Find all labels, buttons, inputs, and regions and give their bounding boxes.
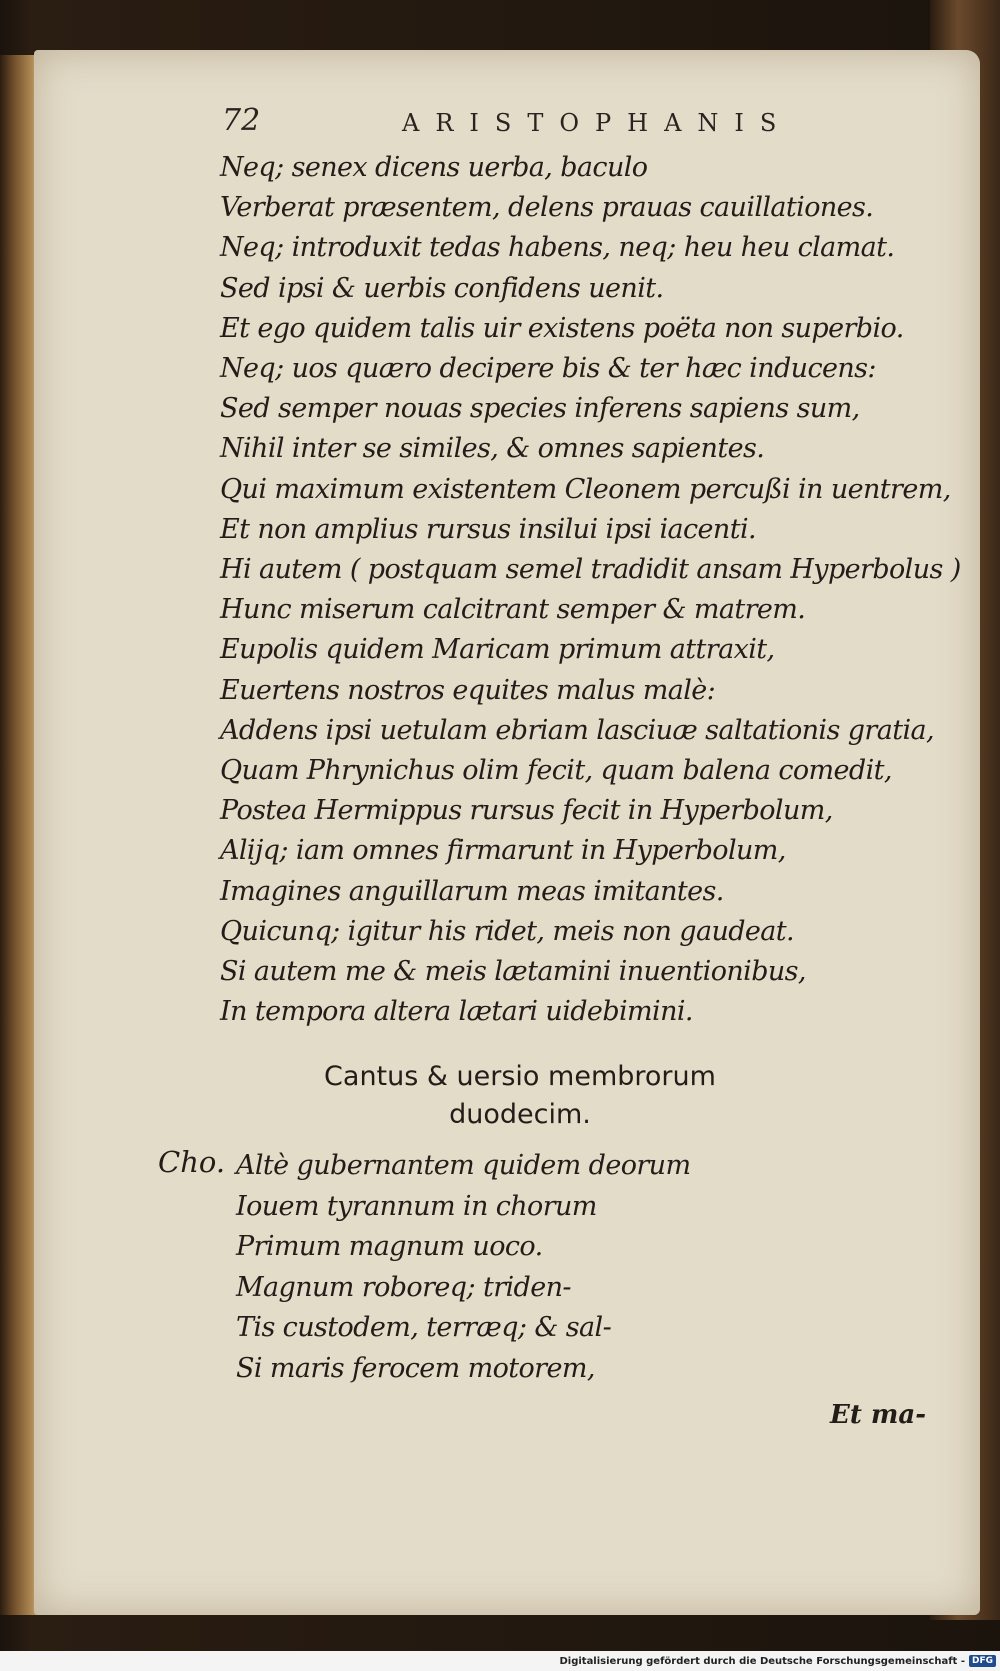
- chorus-line: Tis custodem, terræq; & sal-: [236, 1312, 612, 1343]
- verse-line: Sed semper nouas species inferens sapiens sum,: [220, 393, 860, 425]
- verse-line: Hunc miserum calcitrant semper & matrem.: [220, 594, 806, 626]
- verse-line: Sed ipsi & uerbis confidens uenit.: [220, 272, 664, 304]
- verse-line: Neq; uos quæro decipere bis & ter hæc inducens:: [220, 353, 876, 385]
- verse-line: Eupolis quidem Maricam primum attraxit,: [220, 634, 775, 666]
- catchword: Et ma-: [830, 1400, 927, 1430]
- verse-line: Addens ipsi uetulam ebriam lasciuæ saltationis gratia,: [220, 714, 934, 746]
- chorus-line: Si maris ferocem motorem,: [236, 1352, 595, 1384]
- section-heading-line1: Cantus & uersio membrorum: [324, 1061, 716, 1092]
- funding-credit: Digitalisierung gefördert durch die Deutsche Forschungsgemeinschaft -: [559, 1655, 965, 1667]
- verse-block: [220, 148, 961, 1032]
- digitization-footer: [0, 1651, 1000, 1671]
- verse-line: Neq; senex dicens uerba, baculo: [220, 152, 648, 183]
- chorus-line: Primum magnum uoco.: [236, 1231, 543, 1262]
- verse-line: Si autem me & meis lætamini inuentionibus,: [220, 956, 806, 988]
- verse-line: Quam Phrynichus olim fecit, quam balena comedit,: [220, 755, 892, 787]
- verse-line: Et non amplius rursus insilui ipsi iacenti.: [220, 513, 756, 545]
- running-title: ARISTOPHANIS: [402, 109, 793, 137]
- section-heading: [240, 1058, 800, 1134]
- dfg-logo: DFG: [969, 1655, 996, 1667]
- verse-line: Verberat præsentem, delens prauas cauillationes.: [220, 192, 874, 224]
- verse-line: In tempora altera lætari uidebimini.: [220, 996, 693, 1028]
- chorus-block: [236, 1146, 690, 1389]
- verse-line: Quicunq; igitur his ridet, meis non gaudeat.: [220, 915, 795, 947]
- speaker-label: Cho.: [158, 1145, 226, 1179]
- section-heading-line2: duodecim.: [449, 1099, 591, 1130]
- verse-line: Et ego quidem talis uir existens poëta non superbio.: [220, 312, 904, 344]
- running-header: [222, 103, 793, 143]
- verse-line: Neq; introduxit tedas habens, neq; heu heu clamat.: [220, 232, 895, 264]
- verse-line: Euertens nostros equites malus malè:: [220, 674, 716, 706]
- chorus-line: Iouem tyrannum in chorum: [236, 1190, 597, 1222]
- verse-line: Imagines anguillarum meas imitantes.: [220, 875, 724, 907]
- verse-line: Hi autem ( postquam semel tradidit ansam Hyperbolus ): [220, 554, 961, 586]
- chorus-line: Magnum roboreq; triden-: [236, 1271, 571, 1303]
- chorus-line: Altè gubernantem quidem deorum: [236, 1150, 691, 1181]
- verse-line: Qui maximum existentem Cleonem percußi in uentrem,: [220, 473, 951, 505]
- verse-line: Postea Hermippus rursus fecit in Hyperbolum,: [220, 795, 833, 827]
- page-number: 72: [222, 103, 261, 138]
- verse-line: Nihil inter se similes, & omnes sapientes.: [220, 433, 765, 465]
- verse-line: Alijq; iam omnes firmarunt in Hyperbolum,: [220, 835, 786, 867]
